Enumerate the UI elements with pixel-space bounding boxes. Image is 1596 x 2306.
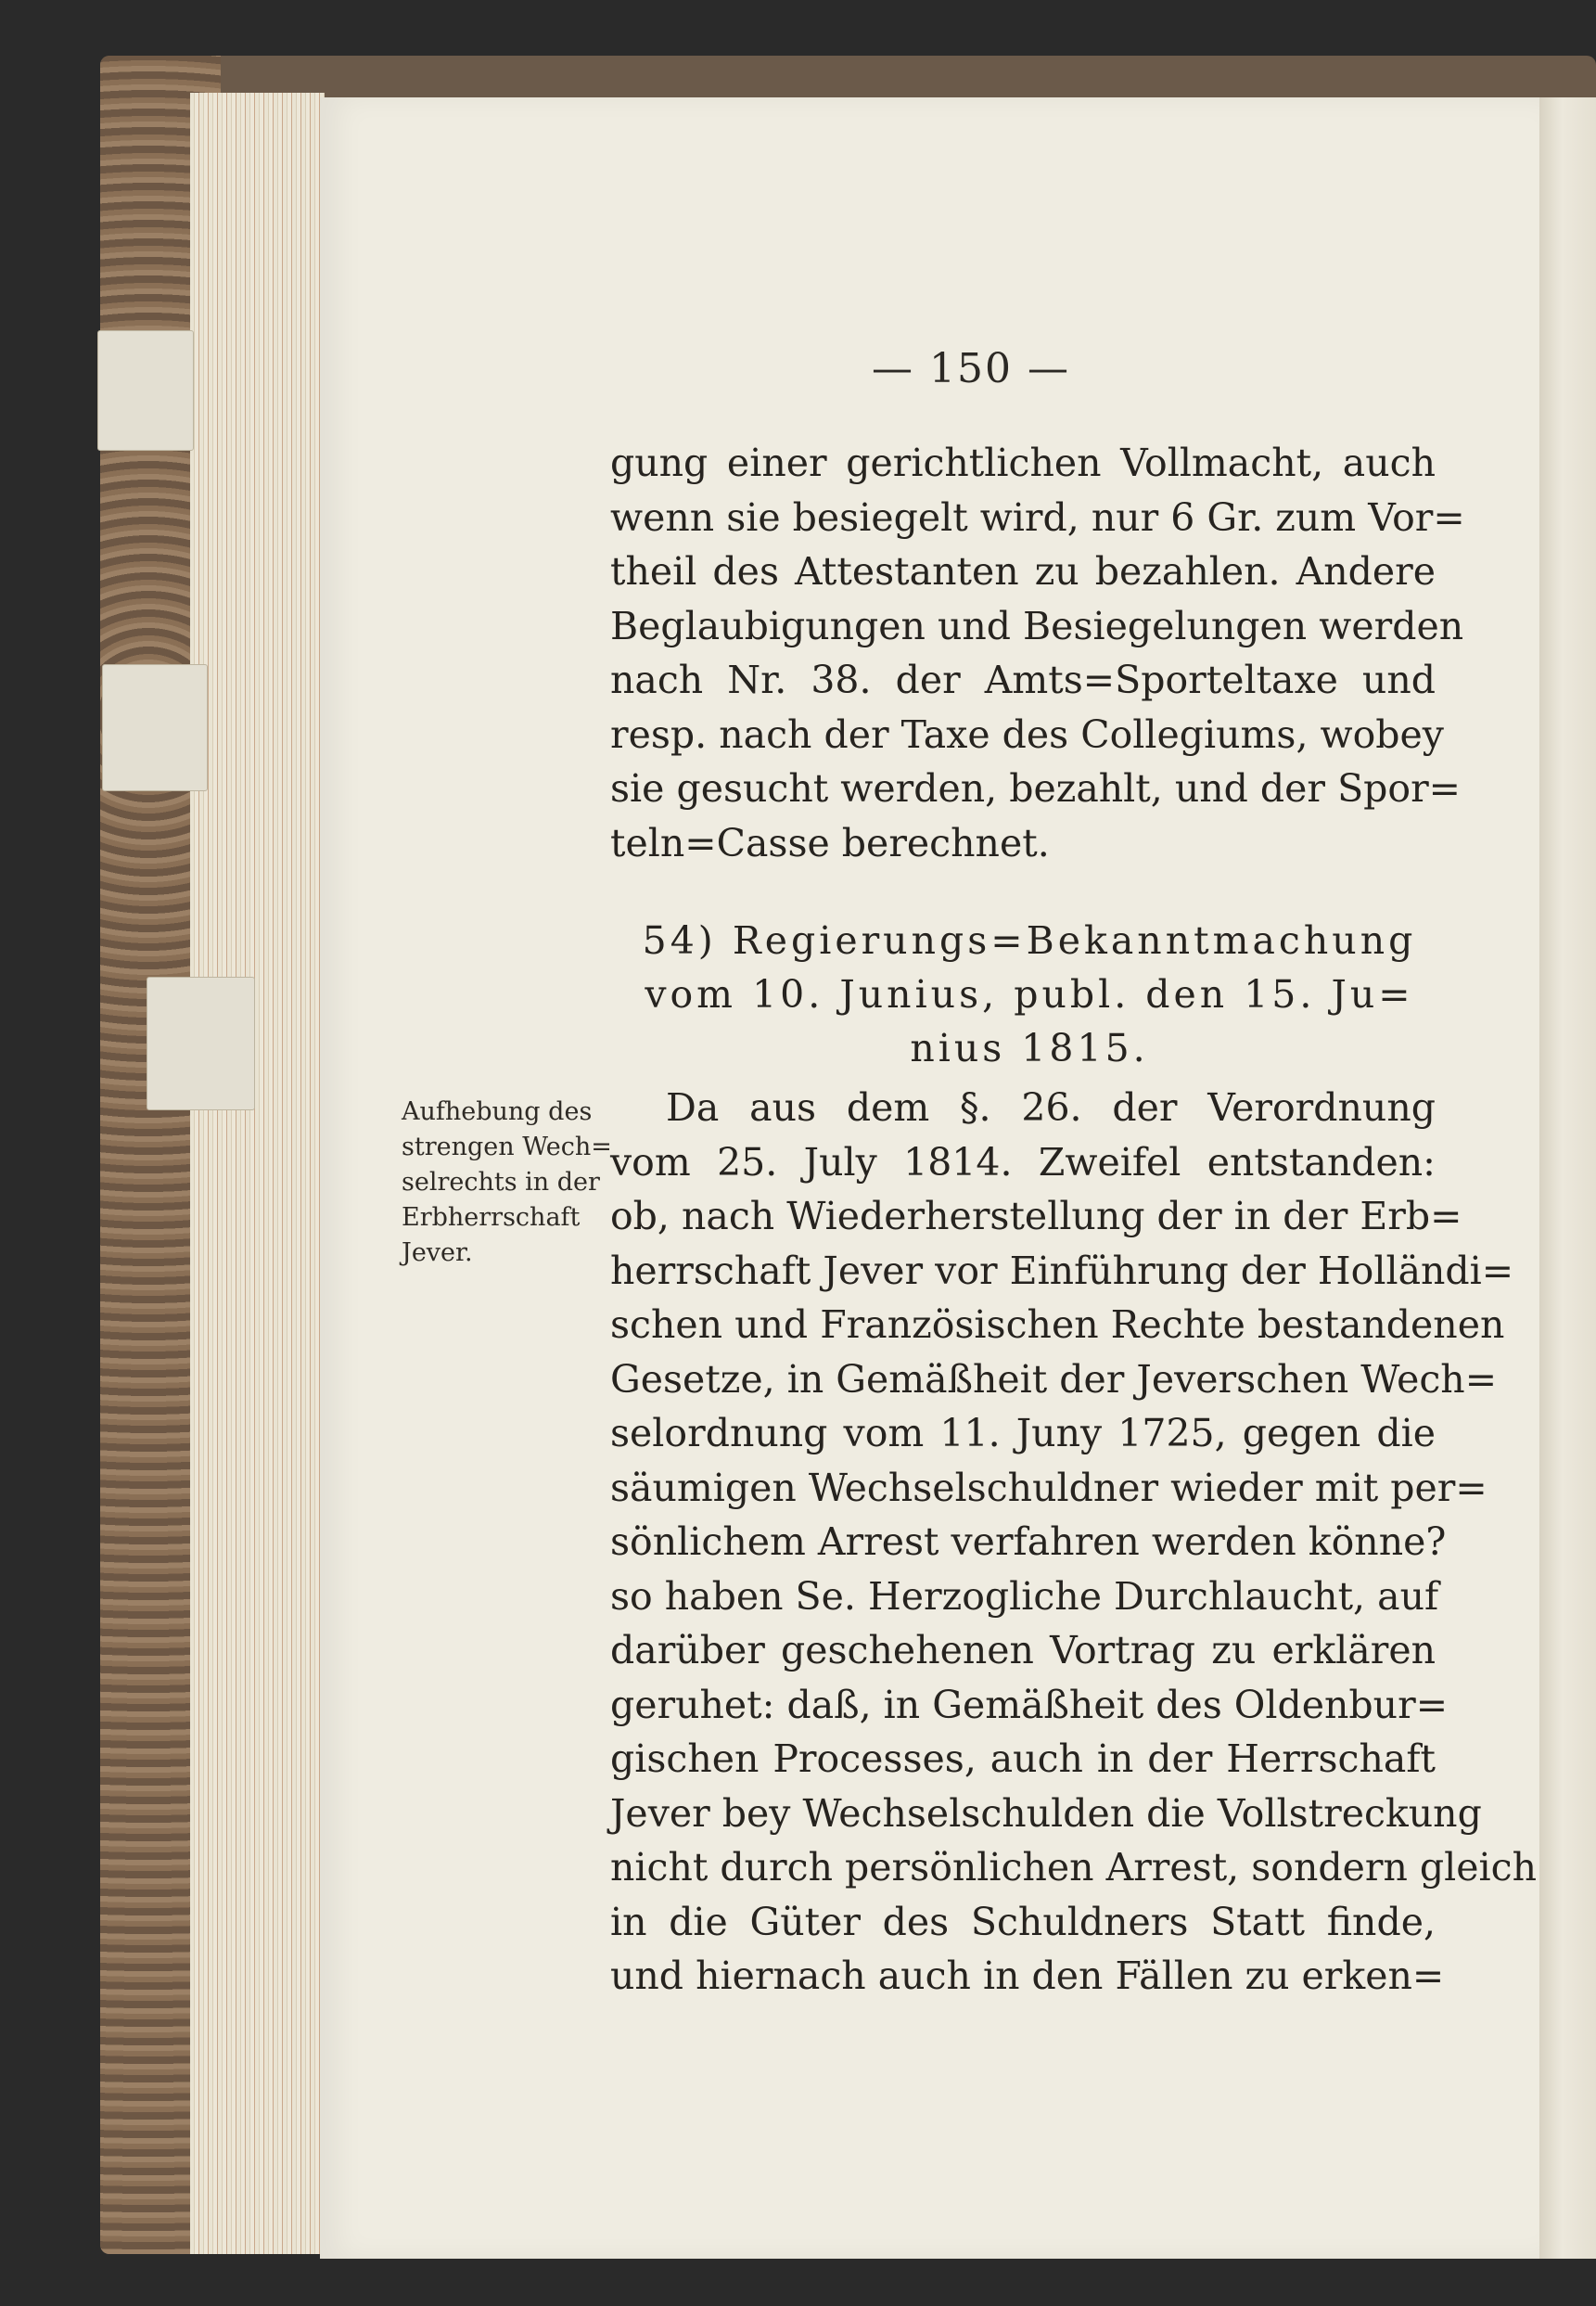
text-line: gischen Processes, auch in der Herrschaft [610, 1736, 1436, 1781]
heading-line: vom 10. Junius, publ. den 15. Ju= [645, 972, 1414, 1017]
text-line: sönlichem Arrest verfahren werden könne? [610, 1519, 1447, 1564]
margin-note-line: Aufhebung des [402, 1097, 593, 1126]
text-line: gung einer gerichtlichen Vollmacht, auch [610, 441, 1436, 485]
text-line: in die Güter des Schuldners Statt finde, [610, 1899, 1436, 1944]
paragraph-2 [610, 1081, 1538, 2004]
text-line: sie gesucht werden, bezahlt, und der Spor= [610, 766, 1462, 811]
margin-note-line: Erbherrschaft [402, 1203, 581, 1232]
text-line: und hiernach auch in den Fällen zu erken= [610, 1954, 1445, 1998]
page-edges [190, 93, 325, 2254]
text-line: herrschaft Jever vor Einführung der Holländi= [610, 1248, 1514, 1293]
paper-tab [102, 664, 208, 791]
paper-tab [147, 977, 255, 1110]
text-line: schen und Französischen Rechte bestandenen [610, 1302, 1505, 1347]
section-heading [621, 914, 1437, 1075]
text-line: nicht durch persönlichen Arrest, sondern gleich [610, 1845, 1538, 1890]
page-number: — 150 — [872, 345, 1070, 392]
text-line: Beglaubigungen und Besiegelungen werden [610, 603, 1464, 648]
text-line: darüber geschehenen Vortrag zu erklären [610, 1628, 1436, 1672]
margin-note-line: selrechts in der [402, 1168, 600, 1197]
text-line: so haben Se. Herzogliche Durchlaucht, auf [610, 1573, 1439, 1619]
margin-note-line: Jever. [402, 1238, 473, 1267]
text-line: Gesetze, in Gemäßheit der Jeverschen Wech= [610, 1356, 1498, 1402]
text-line: säumigen Wechselschuldner wieder mit per= [610, 1465, 1487, 1510]
margin-note-line: strengen Wech= [402, 1133, 612, 1161]
text-line: Da aus dem §. 26. der Verordnung [666, 1085, 1436, 1130]
heading-line: nius 1815. [910, 1026, 1149, 1070]
text-line: ob, nach Wiederherstellung der in der Erb= [610, 1194, 1462, 1238]
text-line: selordnung vom 11. Juny 1725, gegen die [610, 1411, 1436, 1455]
heading-line: 54) Regierungs=Bekanntmachung [642, 918, 1417, 963]
text-line: teln=Casse berechnet. [610, 820, 1050, 865]
margin-note [402, 1095, 615, 1271]
text-line: nach Nr. 38. der Amts=Sporteltaxe und [610, 658, 1436, 702]
text-line: Jever bey Wechselschulden die Vollstreckung [610, 1790, 1482, 1836]
paragraph-1 [610, 436, 1465, 870]
text-line: theil des Attestanten zu bezahlen. Andere [610, 549, 1436, 594]
text-line: resp. nach der Taxe des Collegiums, wobey [610, 711, 1444, 757]
paper-tab [97, 330, 194, 451]
facing-page-edge [1539, 97, 1596, 2259]
text-line: vom 25. July 1814. Zweifel entstanden: [610, 1139, 1436, 1185]
text-line: geruhet: daß, in Gemäßheit des Oldenbur= [610, 1682, 1449, 1727]
text-line: wenn sie besiegelt wird, nur 6 Gr. zum Vor= [610, 494, 1465, 540]
